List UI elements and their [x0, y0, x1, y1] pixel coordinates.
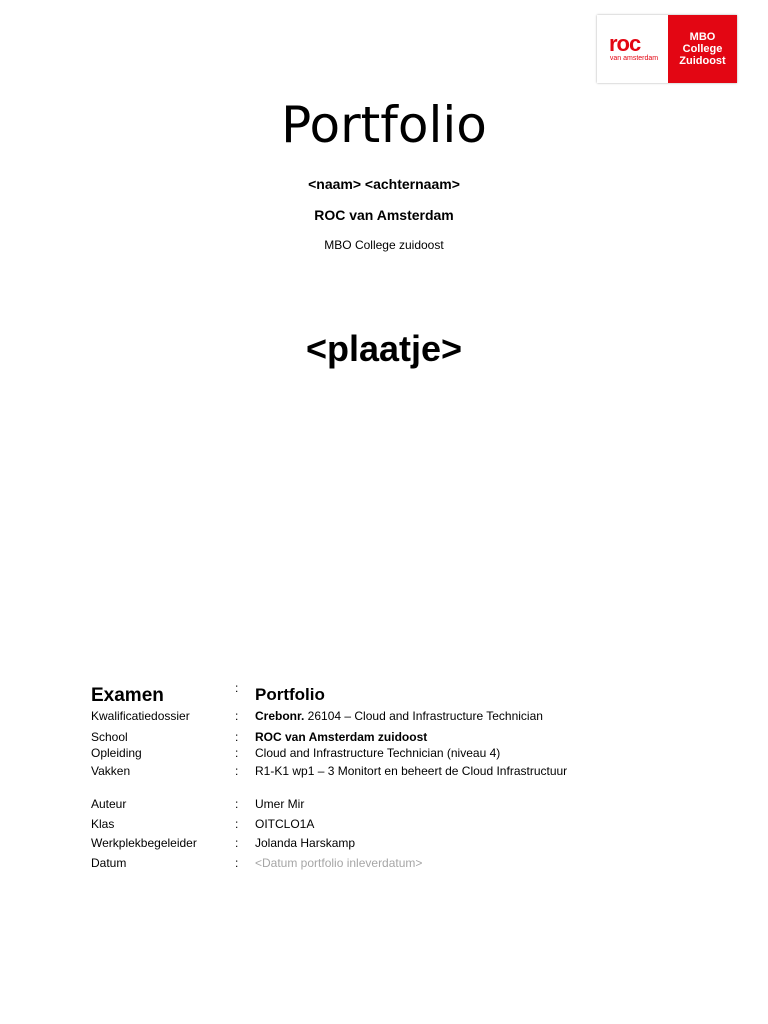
college-logo-block [668, 15, 737, 83]
info-label: Kwalificatiedossier [91, 709, 190, 723]
info-value-rest: 26104 – Cloud and Infrastructure Technician [304, 709, 543, 723]
info-value-placeholder: <Datum portfolio inleverdatum> [255, 856, 423, 870]
roc-logo-text: roc [609, 31, 641, 56]
info-label: Vakken [91, 764, 131, 778]
image-placeholder: <plaatje> [305, 328, 463, 369]
info-label: School [91, 730, 128, 744]
page-title: Portfolio [281, 96, 487, 154]
info-value: Portfolio [255, 685, 325, 704]
info-colon: : [235, 730, 239, 744]
roc-logo-mark [597, 15, 668, 83]
info-label: Klas [91, 817, 115, 831]
college-logo-line-3: Zuidoost [679, 55, 726, 67]
info-colon: : [235, 836, 239, 850]
college-name: MBO College zuidoost [324, 238, 444, 252]
info-label: Werkplekbegeleider [91, 836, 197, 850]
college-logo-line-2: College [682, 43, 723, 55]
info-label: Opleiding [91, 746, 142, 760]
info-value: Umer Mir [255, 797, 305, 811]
roc-logo [597, 15, 737, 83]
info-value [255, 708, 543, 724]
info-value: OITCLO1A [255, 817, 315, 831]
info-colon: : [235, 746, 239, 760]
info-colon: : [235, 709, 239, 723]
info-colon: : [235, 681, 239, 695]
info-colon: : [235, 797, 239, 811]
info-colon: : [235, 764, 239, 778]
info-colon: : [235, 817, 239, 831]
organization-name: ROC van Amsterdam [314, 207, 454, 223]
college-logo-line-1: MBO [689, 31, 716, 43]
info-value: Jolanda Harskamp [255, 836, 356, 850]
info-value-bold: Crebonr. [255, 709, 305, 723]
info-value: R1-K1 wp1 – 3 Monitort en beheert de Cloud Infrastructuur [255, 764, 568, 778]
info-label: Auteur [91, 797, 127, 811]
info-value: ROC van Amsterdam zuidoost [255, 730, 428, 744]
info-label: Examen [91, 685, 164, 706]
roc-logo-subtext: van amsterdam [609, 55, 659, 62]
info-label: Datum [91, 856, 127, 870]
info-colon: : [235, 856, 239, 870]
student-name: <naam> <achternaam> [308, 176, 460, 192]
info-value: Cloud and Infrastructure Technician (niveau 4) [255, 746, 501, 760]
